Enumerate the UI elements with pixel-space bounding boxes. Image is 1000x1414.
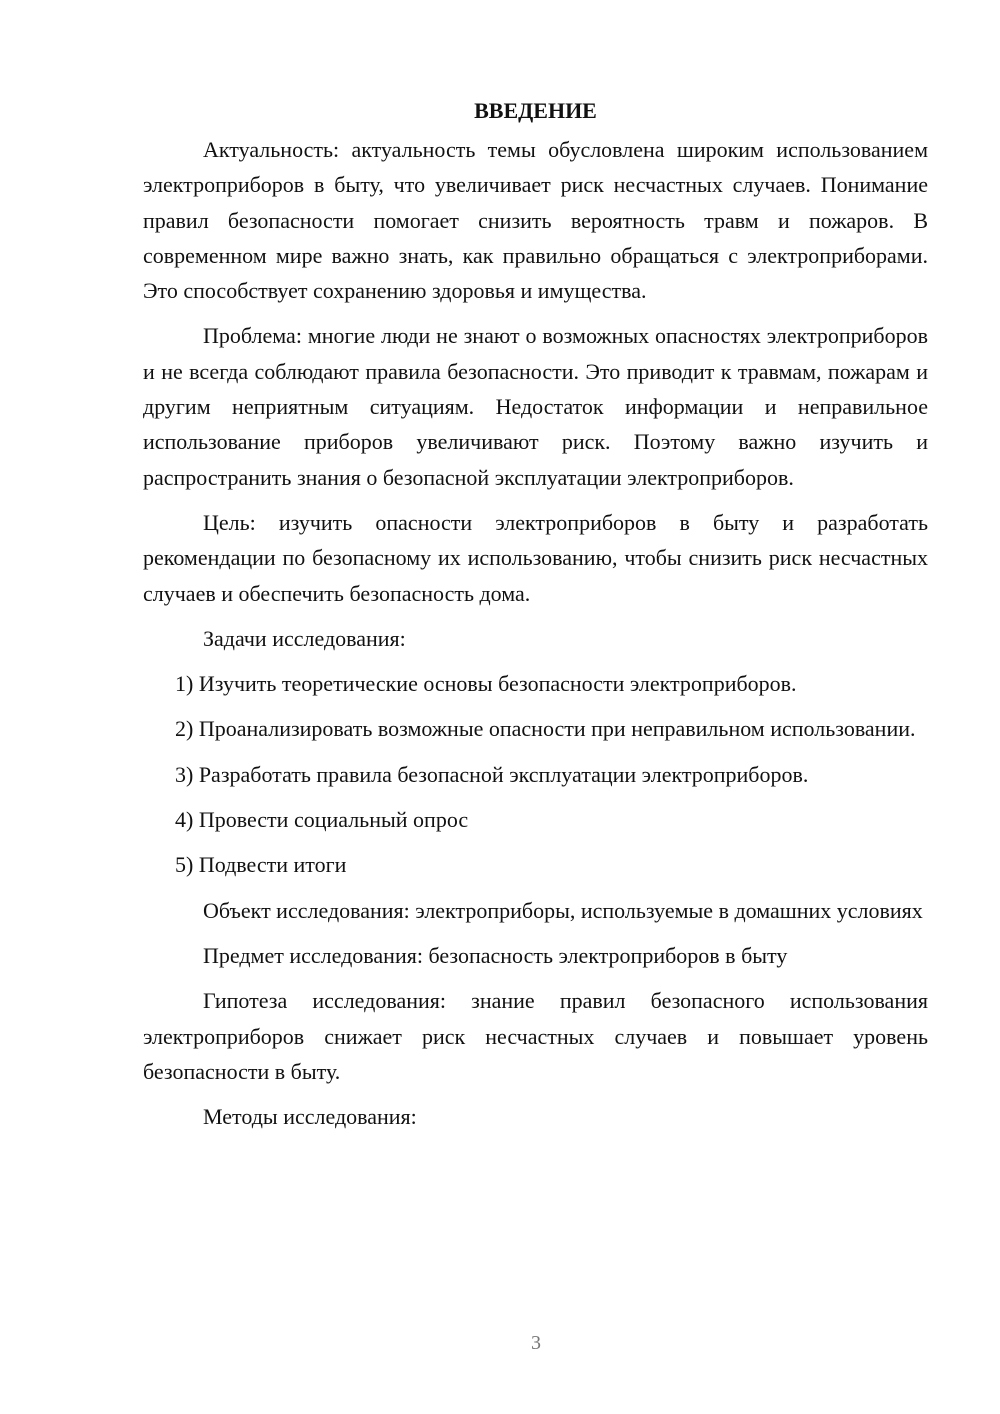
goal-paragraph: Цель: изучить опасности электроприборов в быту и разработать рекомендации по безопасному их использованию, чтобы снизить риск несчастных случаев и обеспечить безопасность дома.	[143, 509, 928, 606]
page-number: 3	[531, 1332, 541, 1354]
relevance-paragraph: Актуальность: актуальность темы обусловлена широким использованием электроприборов в быту, что увеличивает риск несчастных случаев. Понимание правил безопасности помогает снизить вероятность травм и пожаров. В современном мире важно знать, как правильно обращаться с электроприборами. Это способствует сохранению здоровья и имущества.	[143, 137, 928, 304]
subject-paragraph: Предмет исследования: безопасность электроприборов в быту	[203, 942, 788, 968]
object-paragraph: Объект исследования: электроприборы, используемые в домашних условиях	[203, 897, 923, 923]
problem-paragraph: Проблема: многие люди не знают о возможных опасностях электроприборов и не всегда соблюдают правила безопасности. Это приводит к травмам, пожарам и другим неприятным ситуациям. Недостаток информации и неправильное использование приборов увеличивают риск. Поэтому важно изучить и распространить знания о безопасной эксплуатации электроприборов.	[143, 323, 928, 490]
hypothesis-paragraph: Гипотеза исследования: знание правил безопасного использования электроприборов снижает риск несчастных случаев и повышает уровень безопасности в быту.	[143, 988, 928, 1084]
task-item-1: 1) Изучить теоретические основы безопасности электроприборов.	[175, 671, 797, 697]
task-item-3: 3) Разработать правила безопасной эксплуатации электроприборов.	[175, 761, 809, 787]
task-item-5: 5) Подвести итоги	[175, 852, 347, 878]
section-heading: ВВЕДЕНИЕ	[474, 98, 597, 123]
task-item-2: 2) Проанализировать возможные опасности при неправильном использовании.	[175, 716, 916, 742]
tasks-heading: Задачи исследования:	[203, 625, 406, 651]
task-item-4: 4) Провести социальный опрос	[175, 807, 469, 833]
methods-heading: Методы исследования:	[203, 1104, 417, 1130]
document-page	[143, 93, 928, 1134]
